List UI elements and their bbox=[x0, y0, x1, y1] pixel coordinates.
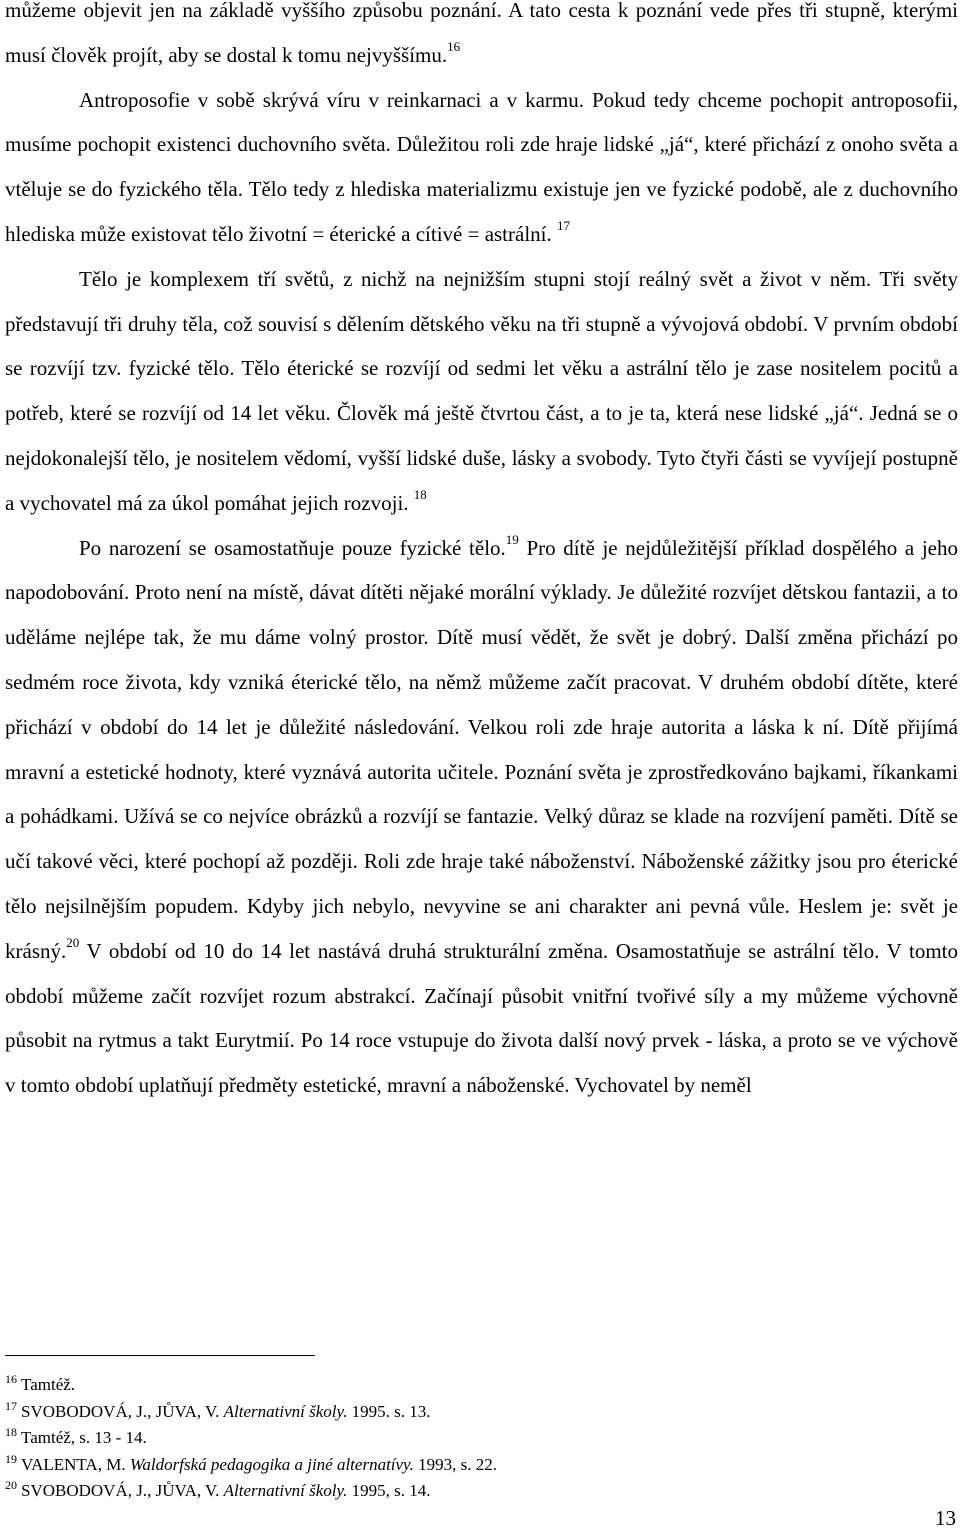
paragraph-text: Tělo je komplexem tří světů, z nichž na nejnižším stupni stojí reálný svět a život v něm. Tři světy představují tři druhy těla, což souvisí s dělením dětského věku na tři stupně a vývojová období. V prvním období se rozvíjí tzv. fyzické tělo. Tělo éterické se rozvíjí od sedmi let věku a astrální tělo je zase nositelem pocitů a potřeb, které se rozvíjí od 14 let věku. Člověk má ještě čtvrtou část, a to je ta, která nese lidské „já“. Jedná se o nejdokonalejší tělo, je nositelem vědomí, vyšší lidské duše, lásky a svobody. Tyto čtyři části se vyvíjejí postupně a vychovatel má za úkol pomáhat jejich rozvoji. bbox=[5, 266, 958, 515]
paragraph-text: V období od 10 do 14 let nastává druhá strukturální změna. Osamostatňuje se astrální tělo. V tomto období můžeme začít rozvíjet rozum abstrakcí. Začínají působit vnitřní tvořivé síly a my můžeme výchovně působit na rytmus a takt Eurytmií. Po 14 roce vstupuje do života další nový prvek - láska, a proto se ve výchově v tomto období uplatňují předměty estetické, mravní a náboženské. Vychovatel by neměl bbox=[5, 938, 958, 1098]
paragraph bbox=[5, 78, 958, 257]
page-number: 13 bbox=[935, 1506, 956, 1530]
footnote-title: Alternativní školy. bbox=[223, 1401, 348, 1421]
footnote-text: SVOBODOVÁ, J., JŮVA, V. bbox=[21, 1481, 224, 1500]
document-body bbox=[5, 0, 958, 1108]
paragraph-text: Antroposofie v sobě skrývá víru v reinkarnaci a v karmu. Pokud tedy chceme pochopit antroposofii, musíme pochopit existenci duchovního světa. Důležitou roli zde hraje lidské „já“, které přichází z onoho světa a vtěluje se do fyzického těla. Tělo tedy z hlediska materializmu existuje jen ve fyzické podobě, ale z duchovního hlediska může existovat tělo životní = éterické a cítivé = astrální. bbox=[5, 87, 958, 246]
footnote-number: 19 bbox=[5, 1451, 17, 1466]
paragraph-text: Pro dítě je nejdůležitější příklad dospělého a jeho napodobování. Proto není na místě, dávat dítěti nějaké morální výklady. Je důležité rozvíjet dětskou fantazii, a to uděláme nejlépe tak, že mu dáme volný prostor. Dítě musí vědět, že svět je dobrý. Další změna přichází po sedmém roce života, kdy vzniká éterické tělo, na němž můžeme začít pracovat. V druhém období dítěte, které přichází v období do 14 let je důležité následování. Velkou roli zde hraje autorita a láska k ní. Dítě přijímá mravní a estetické hodnoty, které vyznává autorita učitele. Poznání světa je zprostředkováno bajkami, říkankami a pohádkami. Užívá se co nejvíce obrázků a rozvíjí se fantazie. Velký důraz se klade na rozvíjení paměti. Dítě se učí takové věci, které pochopí až později. Roli zde hraje také náboženství. Náboženské zážitky jsou pro éterické tělo nejsilnějším popudem. Kdyby jich nebylo, nevyvine se ani charakter ani pevná vůle. Heslem je: svět je krásný. bbox=[5, 535, 958, 963]
footnotes bbox=[5, 1372, 905, 1505]
footnote-number: 18 bbox=[5, 1425, 17, 1439]
footnote-text: 1995, s. 14. bbox=[347, 1481, 431, 1500]
paragraph bbox=[5, 526, 958, 1108]
footnote-title: Waldorfská pedagogika a jiné alternatívy. bbox=[129, 1454, 414, 1474]
footnote-number: 20 bbox=[5, 1478, 17, 1492]
footnote bbox=[5, 1452, 905, 1479]
footnote-reference: 20 bbox=[66, 934, 80, 950]
footnote-text: 1995. s. 13. bbox=[347, 1401, 431, 1421]
footnote bbox=[5, 1478, 905, 1505]
paragraph bbox=[5, 0, 958, 78]
footnote-text: SVOBODOVÁ, J., JŮVA, V. bbox=[21, 1401, 224, 1421]
paragraph-text: Po narození se osamostatňuje pouze fyzické tělo. bbox=[79, 535, 506, 560]
footnote-number: 17 bbox=[5, 1398, 17, 1413]
footnote bbox=[5, 1372, 905, 1399]
footnote-reference: 17 bbox=[557, 217, 570, 233]
footnote-text: 1993, s. 22. bbox=[413, 1454, 498, 1474]
footnote-reference: 16 bbox=[447, 38, 461, 54]
footnote bbox=[5, 1425, 905, 1452]
footnote-reference: 19 bbox=[505, 531, 519, 547]
footnote-separator bbox=[5, 1355, 315, 1356]
footnote-number: 16 bbox=[5, 1372, 17, 1386]
paragraph-text: můžeme objevit jen na základě vyššího způsobu poznání. A tato cesta k poznání vede přes tři stupně, kterými musí člověk projít, aby se dostal k tomu nejvyššímu. bbox=[5, 0, 958, 67]
paragraph bbox=[5, 257, 958, 526]
footnote bbox=[5, 1399, 905, 1426]
footnote-reference: 18 bbox=[413, 486, 427, 502]
footnote-text: Tamtéž. bbox=[21, 1375, 76, 1394]
footnote-text: Tamtéž, s. 13 - 14. bbox=[21, 1428, 147, 1447]
footnote-text: VALENTA, M. bbox=[21, 1454, 130, 1474]
footnote-title: Alternativní školy. bbox=[223, 1481, 348, 1500]
